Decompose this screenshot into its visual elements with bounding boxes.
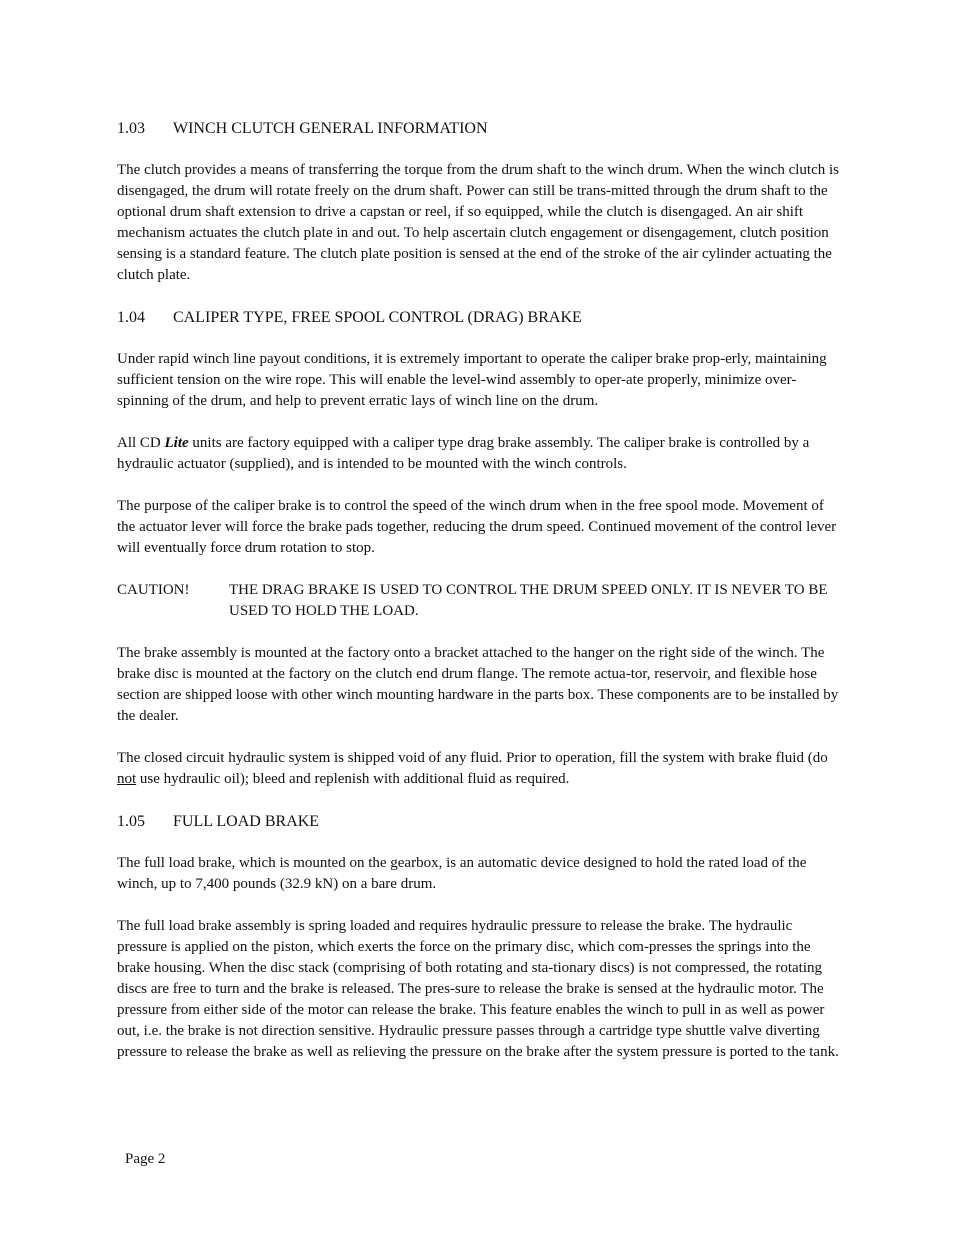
text-run: use hydraulic oil); bleed and replenish with additional fluid as required. [136,771,570,787]
section-number: 1.03 [117,120,145,137]
caution-label: CAUTION! [117,582,190,598]
product-name-emphasis: Lite [164,435,189,451]
document-page [117,118,839,1084]
section-heading-1-04 [117,307,839,328]
caution-note [117,580,839,622]
paragraph: The brake assembly is mounted at the factory onto a bracket attached to the hanger on the right side of the winch. The brake disc is mounted at the factory on the clutch end drum flange. The remote actua-tor, reservoir, and flexible hose section are shipped loose with other winch mounting hardware in the parts box. These components are to be installed by the dealer. [117,645,839,724]
section-title: FULL LOAD BRAKE [173,813,320,830]
paragraph: The clutch provides a means of transferring the torque from the drum shaft to the winch drum. When the winch clutch is disengaged, the drum will rotate freely on the drum shaft. Power can still be trans-mitted through the drum shaft to the optional drum shaft extension to drive a capstan or reel, if so equipped, while the clutch is disengaged. An air shift mechanism actuates the clutch plate in and out. To help ascertain clutch engagement or disengagement, clutch position sensing is a standard feature. The clutch plate position is sensed at the end of the stroke of the air cylinder actuating the clutch plate. [117,162,840,283]
text-run: units are factory equipped with a caliper type drag brake assembly. The caliper brake is controlled by a hydraulic actuator (supplied), and is intended to be mounted with the winch controls. [117,435,810,472]
section-title: CALIPER TYPE, FREE SPOOL CONTROL (DRAG) BRAKE [173,309,582,326]
paragraph [117,748,839,790]
section-heading-1-05 [117,811,839,832]
section-title: WINCH CLUTCH GENERAL INFORMATION [173,120,488,137]
paragraph: The purpose of the caliper brake is to control the speed of the winch drum when in the free spool mode. Movement of the actuator lever will force the brake pads together, reducing the drum speed. Continued movement of the control lever will eventually force drum rotation to stop. [117,498,837,556]
paragraph: Under rapid winch line payout conditions, it is extremely important to operate the caliper brake prop-erly, maintaining sufficient tension on the wire rope. This will enable the level-wind assembly to oper-ate properly, minimize over-spinning of the drum, and help to prevent erratic lays of winch line on the drum. [117,351,827,409]
section-number: 1.04 [117,309,145,326]
caution-text: THE DRAG BRAKE IS USED TO CONTROL THE DRUM SPEED ONLY. IT IS NEVER TO BE USED TO HOLD THE LOAD. [229,582,828,619]
paragraph [117,433,839,475]
paragraph: The full load brake, which is mounted on the gearbox, is an automatic device designed to hold the rated load of the winch, up to 7,400 pounds (32.9 kN) on a bare drum. [117,855,807,892]
text-run: All CD [117,435,165,451]
paragraph: The full load brake assembly is spring loaded and requires hydraulic pressure to release the brake. The hydraulic pressure is applied on the piston, which exerts the force on the primary disc, which com-presses the springs into the brake housing. When the disc stack (comprising of both rotating and sta-tionary discs) is not compressed, the rotating discs are free to turn and the brake is released. The pres-sure to release the brake is sensed at the hydraulic motor. The pressure from either side of the motor can release the brake. This feature enables the winch to pull in as well as power out, i.e. the brake is not direction sensitive. Hydraulic pressure passes through a cartridge type shuttle valve diverting pressure to release the brake as well as relieving the pressure on the brake after the system pressure is ported to the tank. [117,918,839,1060]
section-number: 1.05 [117,813,145,830]
text-run: The closed circuit hydraulic system is shipped void of any fluid. Prior to operation, fill the system with brake fluid (do [117,750,828,766]
underlined-text: not [117,771,137,787]
section-heading-1-03 [117,118,839,139]
page-number: Page 2 [125,1151,166,1167]
